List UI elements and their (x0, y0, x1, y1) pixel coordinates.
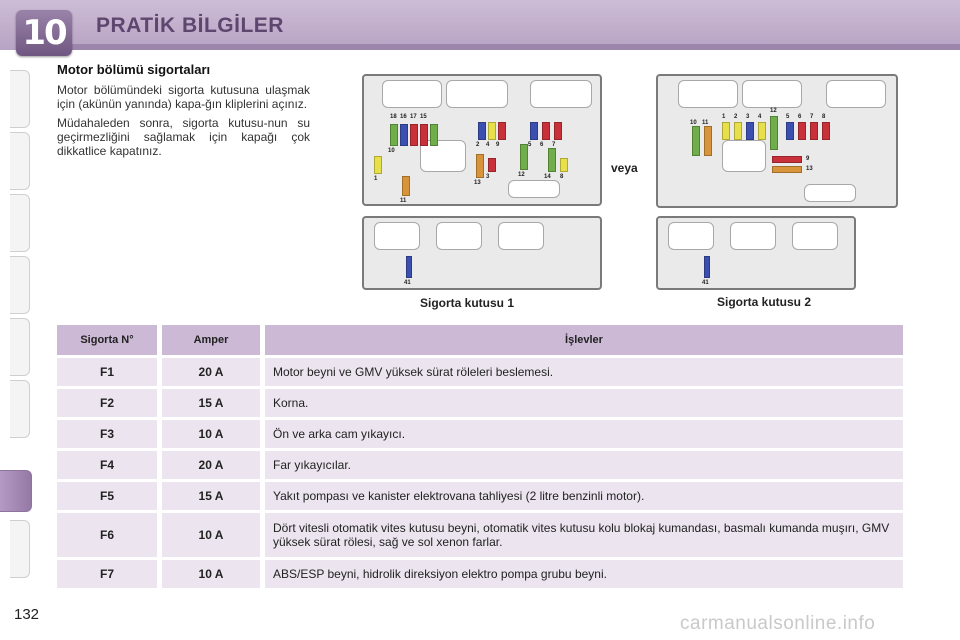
fuse-label: 41 (404, 280, 411, 286)
fuse-function: Motor beyni ve GMV yüksek sürat röleleri beslemesi. (265, 358, 903, 386)
chapter-tab[interactable] (10, 520, 30, 578)
fuse-box-1-caption: Sigorta kutusu 1 (420, 296, 515, 310)
box1-fuse-7 (554, 122, 562, 140)
box1-fuse-16 (410, 124, 418, 146)
chapter-tab[interactable] (10, 318, 30, 376)
fuse-box-1-upper (362, 74, 602, 206)
chapter-tab-rail (0, 60, 32, 580)
fuse-box-2-lower (656, 216, 856, 290)
fuse-label: 41 (702, 280, 709, 286)
fuse-label: 13 (474, 180, 481, 186)
fuse-label: 11 (400, 198, 407, 204)
fuse-label: 6 (798, 114, 802, 120)
fuse-number: F3 (57, 420, 157, 448)
fuse-box-1-lower (362, 216, 602, 290)
table-row (57, 560, 903, 588)
fuse-41 (704, 256, 710, 278)
page-title: PRATİK BİLGİLER (96, 14, 284, 37)
fuse-function: Yakıt pompası ve kanister elektrovana tahliyesi (2 litre benzinli motor). (265, 482, 903, 510)
header-underline (70, 44, 960, 50)
box2-fuse-13 (772, 166, 802, 173)
box2-fuse-11 (704, 126, 712, 156)
fuse-amperage: 10 A (162, 513, 260, 557)
box2-fuse-5 (786, 122, 794, 140)
fuse-label: 15 (420, 114, 427, 120)
column-header: İşlevler (265, 325, 903, 355)
box1-fuse-12 (520, 144, 528, 170)
page-number: 132 (14, 606, 40, 623)
box2-fuse-9 (772, 156, 802, 163)
intro-section (57, 62, 310, 163)
box2-fuse-10 (692, 126, 700, 156)
table-row (57, 513, 903, 557)
fuse-label: 14 (544, 174, 551, 180)
box2-fuse-7 (810, 122, 818, 140)
fuse-label: 7 (810, 114, 814, 120)
box2-fuse-8 (822, 122, 830, 140)
or-label: veya (611, 161, 638, 175)
fuse-label: 10 (690, 120, 697, 126)
chapter-tab[interactable] (10, 132, 30, 190)
fuse-amperage: 15 A (162, 482, 260, 510)
fuse-amperage: 15 A (162, 389, 260, 417)
fuse-function: Dört vitesli otomatik vites kutusu beyni, otomatik vites kutusu kolu blokaj kumandası, basmalı kumanda muşırı, GMV yüksek sürat rölesi, sağ ve sol xenon farlar. (265, 513, 903, 557)
fuse-number: F1 (57, 358, 157, 386)
fuse-label: 8 (560, 174, 564, 180)
box1-fuse-13 (476, 154, 484, 178)
chapter-tab-active[interactable] (0, 470, 32, 512)
fuse-label: 1 (374, 176, 378, 182)
box1-fuse-4 (488, 122, 496, 140)
fuse-amperage: 20 A (162, 358, 260, 386)
fuse-label: 9 (496, 142, 500, 148)
box1-fuse-18 (400, 124, 408, 146)
fuse-function: Far yıkayıcılar. (265, 451, 903, 479)
fuse-amperage: 10 A (162, 560, 260, 588)
fuse-label: 6 (540, 142, 544, 148)
fuse-label: 5 (528, 142, 532, 148)
fuse-label: 7 (552, 142, 556, 148)
box1-fuse-3 (488, 158, 496, 172)
intro-paragraph: Müdahaleden sonra, sigorta kutusu-nun su geçirmezliğini sağlamak için kapağı çok dikkatlice kapatınız. (57, 116, 310, 158)
table-row (57, 482, 903, 510)
fuse-label: 2 (476, 142, 480, 148)
fuse-table (57, 322, 903, 591)
fuse-label: 13 (806, 166, 813, 172)
fuse-function: ABS/ESP beyni, hidrolik direksiyon elektro pompa grubu beyni. (265, 560, 903, 588)
fuse-label: 1 (722, 114, 726, 120)
box1-fuse-8 (560, 158, 568, 172)
box1-fuse-9 (498, 122, 506, 140)
chapter-tab[interactable] (10, 70, 30, 128)
fuse-function: Ön ve arka cam yıkayıcı. (265, 420, 903, 448)
chapter-badge: 10 (16, 10, 72, 56)
box1-fuse-1 (374, 156, 382, 174)
fuse-number: F7 (57, 560, 157, 588)
box1-fuse-11 (402, 176, 410, 196)
fuse-label: 5 (786, 114, 790, 120)
box2-fuse-6 (798, 122, 806, 140)
box1-fuse-5 (530, 122, 538, 140)
box2-fuse-4 (758, 122, 766, 140)
fuse-amperage: 20 A (162, 451, 260, 479)
fuse-box-2-upper (656, 74, 898, 208)
table-row (57, 420, 903, 448)
box2-fuse-12 (770, 116, 778, 150)
fuse-number: F2 (57, 389, 157, 417)
box1-fuse-14 (548, 148, 556, 172)
fuse-label: 17 (410, 114, 417, 120)
box1-fuse-17 (420, 124, 428, 146)
box2-fuse-3 (746, 122, 754, 140)
fuse-number: F4 (57, 451, 157, 479)
watermark: carmanualsonline.info (680, 613, 876, 634)
intro-paragraph: Motor bölümündeki sigorta kutusuna ulaşmak için (akünün yanında) kapa-ğın kliplerini açınız. (57, 83, 310, 111)
fuse-41 (406, 256, 412, 278)
fuse-amperage: 10 A (162, 420, 260, 448)
fuse-label: 11 (702, 120, 709, 126)
chapter-tab[interactable] (10, 256, 30, 314)
column-header: Sigorta N° (57, 325, 157, 355)
fuse-label: 3 (746, 114, 750, 120)
column-header: Amper (162, 325, 260, 355)
fuse-number: F5 (57, 482, 157, 510)
fuse-label: 12 (770, 108, 777, 114)
table-row (57, 358, 903, 386)
section-title: Motor bölümü sigortaları (57, 62, 211, 77)
fuse-label: 4 (486, 142, 490, 148)
fuse-label: 16 (400, 114, 407, 120)
box1-fuse-2 (478, 122, 486, 140)
table-row (57, 389, 903, 417)
box1-fuse-10 (390, 124, 398, 146)
chapter-tab[interactable] (10, 380, 30, 438)
box2-fuse-2 (734, 122, 742, 140)
fuse-label: 8 (822, 114, 826, 120)
box2-fuse-1 (722, 122, 730, 140)
fuse-label: 3 (486, 174, 490, 180)
fuse-label: 4 (758, 114, 762, 120)
table-header-row (57, 325, 903, 355)
fuse-label: 12 (518, 172, 525, 178)
box1-fuse-15 (430, 124, 438, 146)
fuse-label: 10 (388, 148, 395, 154)
chapter-tab[interactable] (10, 194, 30, 252)
table-row (57, 451, 903, 479)
box1-fuse-6 (542, 122, 550, 140)
fuse-box-2-caption: Sigorta kutusu 2 (717, 295, 812, 309)
fuse-label: 9 (806, 156, 810, 162)
fuse-label: 2 (734, 114, 738, 120)
fuse-number: F6 (57, 513, 157, 557)
fuse-label: 18 (390, 114, 397, 120)
fuse-function: Korna. (265, 389, 903, 417)
